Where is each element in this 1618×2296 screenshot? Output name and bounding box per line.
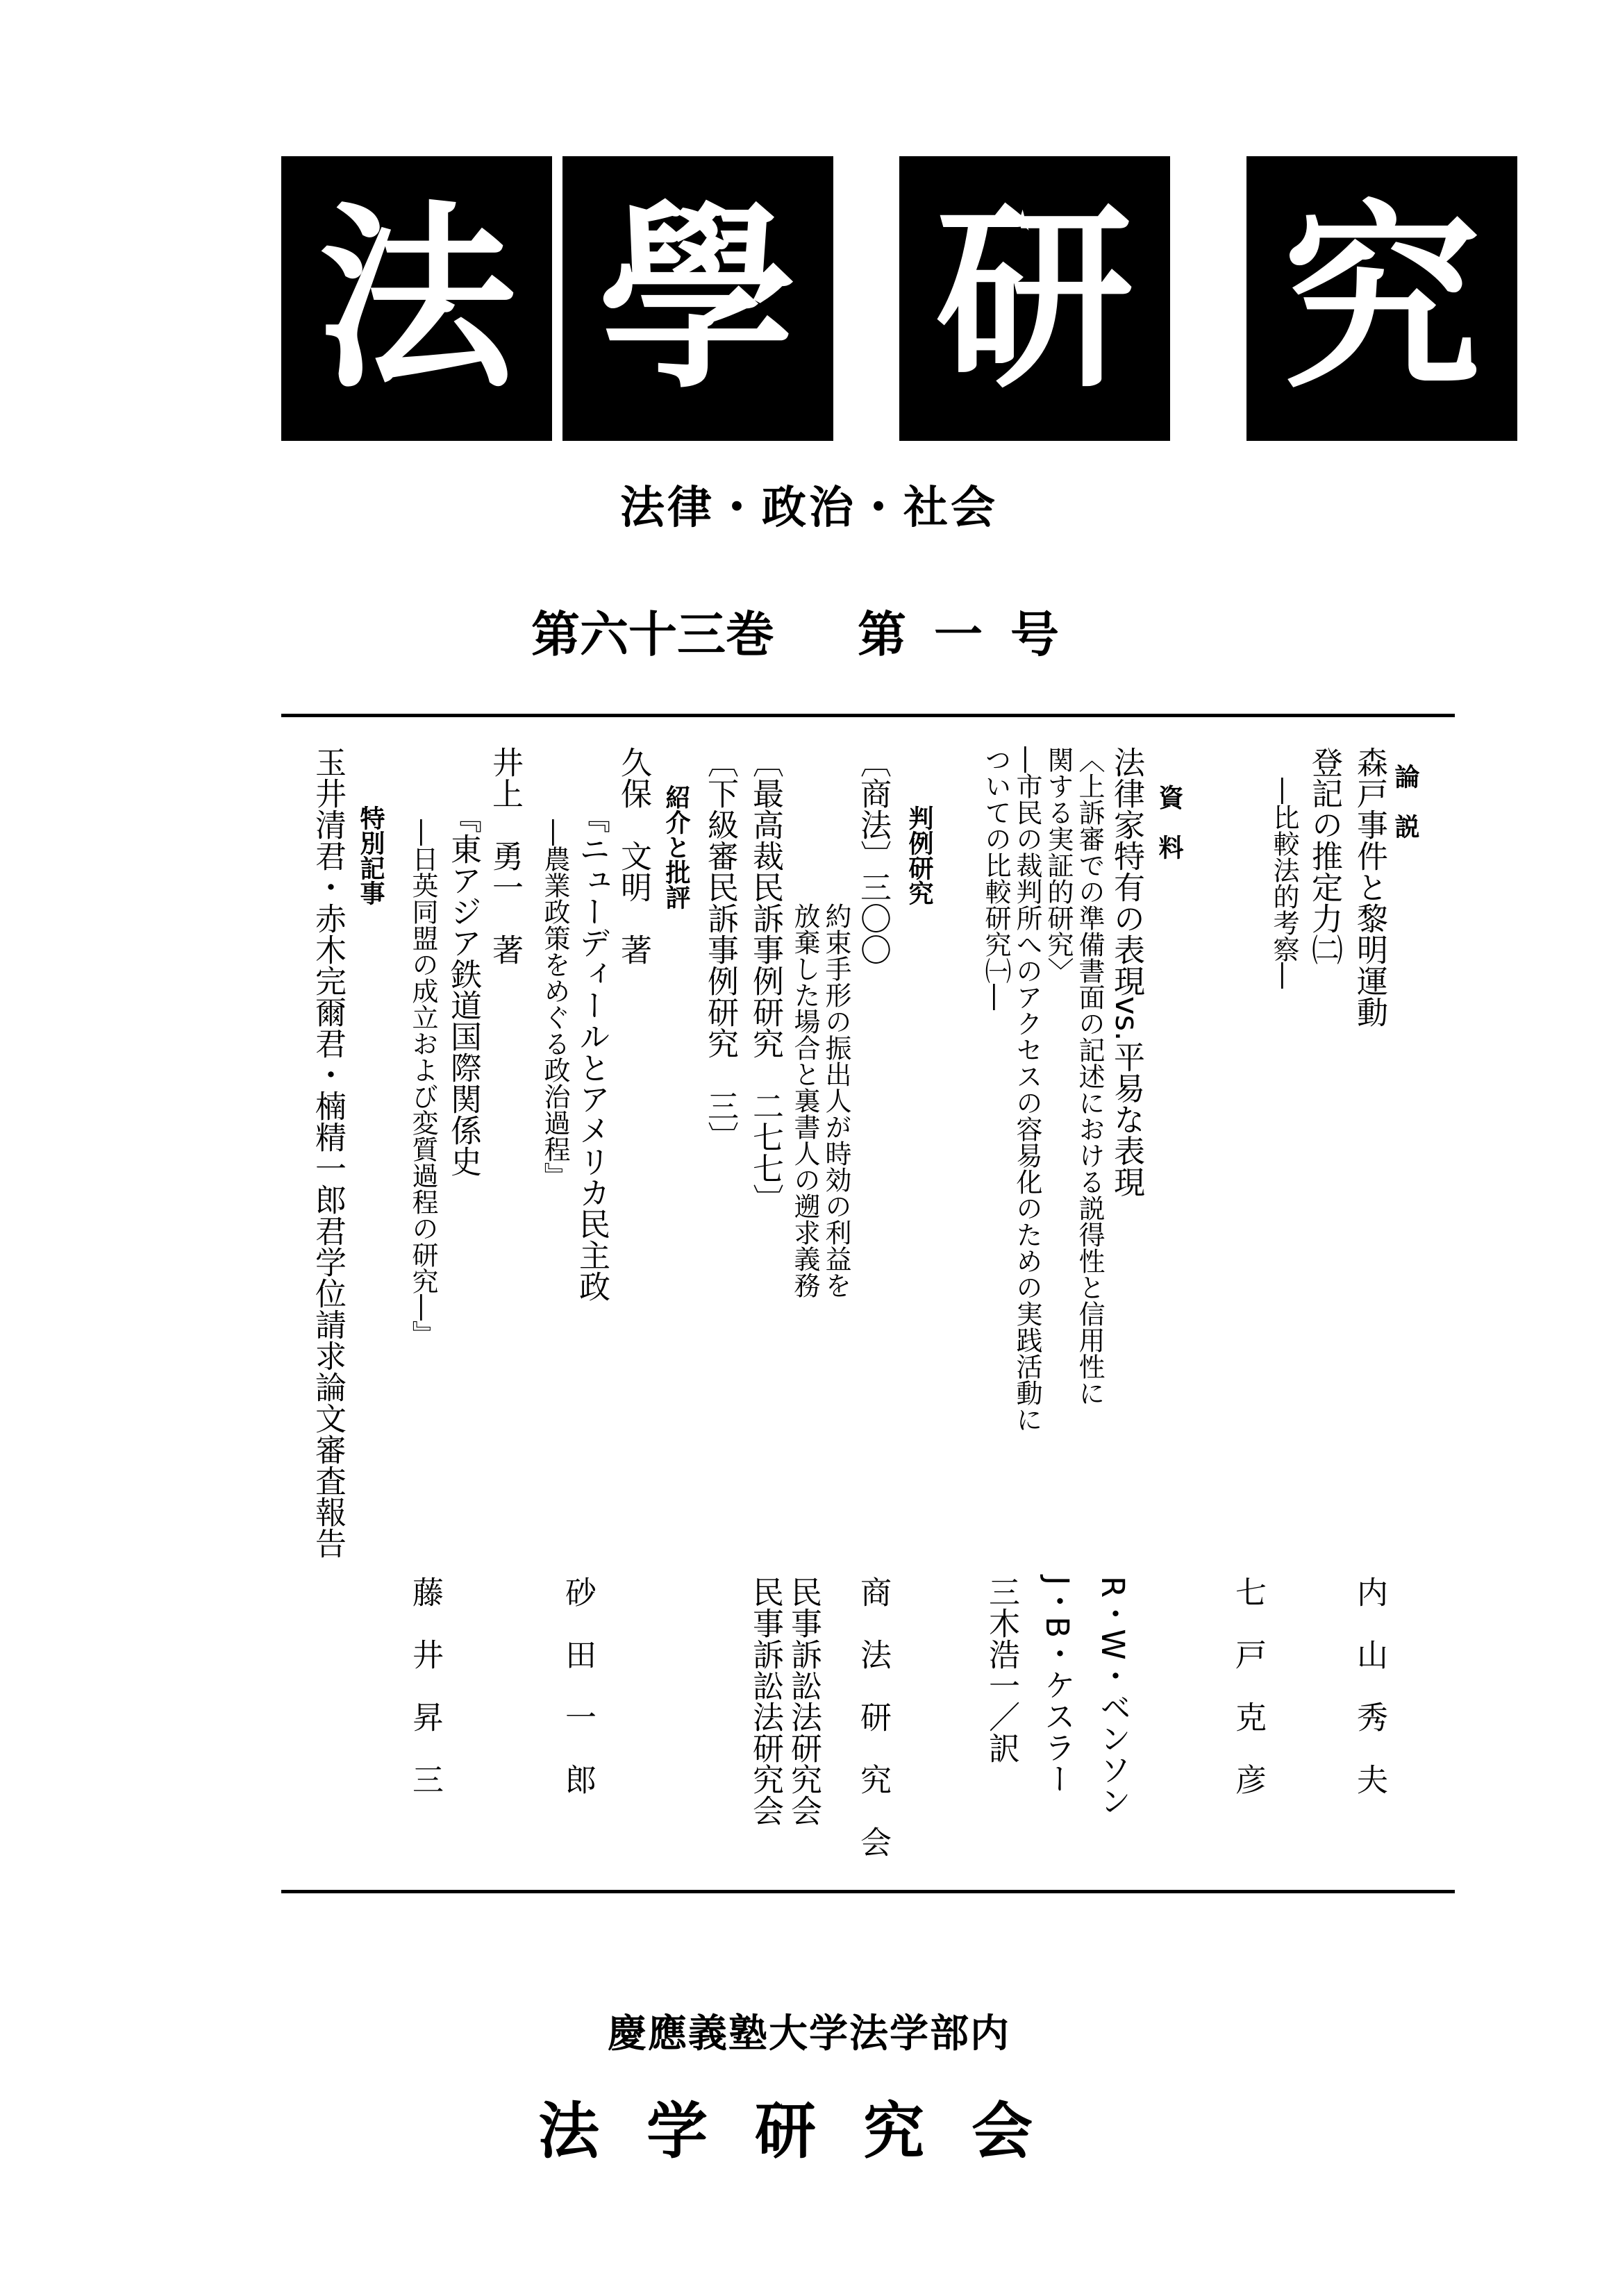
book-title: 『東アジア鉄道国際関係史 [445,802,482,1177]
toc-entry-title: 玉井清君・赤木完爾君・楠精一郎君学位請求論文審査報告 [310,746,347,1559]
issue-label: 第一号 [858,606,1087,663]
volume-info [0,596,1618,666]
toc-entry-subtitle: 関する実証的研究〉 [1043,746,1074,984]
section-heading-shokai: 紹介と批評 [662,785,690,910]
section-heading-hanrei: 判例研究 [905,805,933,905]
section-heading-shiryo: 資 料 [1155,785,1183,860]
toc-entry-author: 商 法 研 究 会 [855,1576,892,1857]
masthead-char: 法 [281,156,552,441]
toc-entry-title: 〔最高裁民訴事例研究 二七七〕 [747,746,784,1215]
toc-entry-subtitle: 放棄した場合と裏書人の遡求義務 [790,903,820,1298]
toc-entry-author: 民事訴訟法研究会 [785,1576,822,1826]
toc-entry-subtitle: ―比較法的考察― [1269,778,1299,989]
toc-entry-title: 〔下級審民訴事例研究 三〕 [702,746,739,1153]
toc-entry-subtitle: 約束手形の振出人が時効の利益を [821,903,851,1298]
journal-masthead [281,156,1481,441]
toc-entry-author: J・B・ケスラー [1039,1576,1076,1795]
toc-entry-title: 法律家特有の表現vs.平易な表現 [1108,746,1145,1198]
masthead-char: 學 [562,156,833,441]
toc-entry-author: 三木浩一／訳 [983,1576,1020,1763]
toc-entry-subtitle: ―市民の裁判所へのアクセスの容易化のための実践活動に [1012,746,1042,1432]
toc-entry-author: 七 戸 克 彦 [1230,1576,1267,1795]
toc-entry-title: 登記の推定力㈡ [1306,746,1343,965]
book-title: 『ニューディールとアメリカ民主政 [574,802,610,1302]
publisher-affiliation: 慶應義塾大学法学部内 [608,2011,1010,2056]
top-divider [281,714,1455,717]
section-heading-ronsetsu: 論 説 [1391,764,1419,839]
toc-entry-title: 森戸事件と黎明運動 [1351,746,1388,1028]
book-author: 井上 勇一 著 [487,746,524,965]
table-of-contents [281,746,1455,1871]
masthead-char: 究 [1246,156,1517,441]
publisher-name: 法学研究会 [537,2095,1080,2167]
masthead-char: 研 [899,156,1170,441]
section-heading-tokubetsu: 特別記事 [356,805,385,905]
bottom-divider [281,1890,1455,1893]
toc-entry-author: 砂 田 一 郎 [560,1576,597,1795]
toc-entry-title: 〔商法〕三〇〇 [855,746,892,965]
toc-entry-author: 内 山 秀 夫 [1351,1576,1388,1795]
toc-entry-author: 民事訴訟法研究会 [747,1576,784,1826]
toc-entry-subtitle: ついての比較研究㈠― [981,746,1011,1010]
toc-entry-author: R・W・ベンソン [1094,1576,1131,1816]
journal-subtitle: 法律・政治・社会 [620,483,998,534]
book-subtitle: ―日英同盟の成立および変質過程の研究―』 [408,819,438,1347]
volume-label: 第六十三巻 [531,606,774,663]
toc-entry-subtitle: 〈上訴審での準備書面の記述における説得性と信用性に [1074,746,1105,1406]
toc-entry-author: 藤 井 昇 三 [407,1576,444,1795]
book-author: 久保 文明 著 [615,746,652,965]
book-subtitle: ―農業政策をめぐる政治過程』 [540,819,570,1189]
